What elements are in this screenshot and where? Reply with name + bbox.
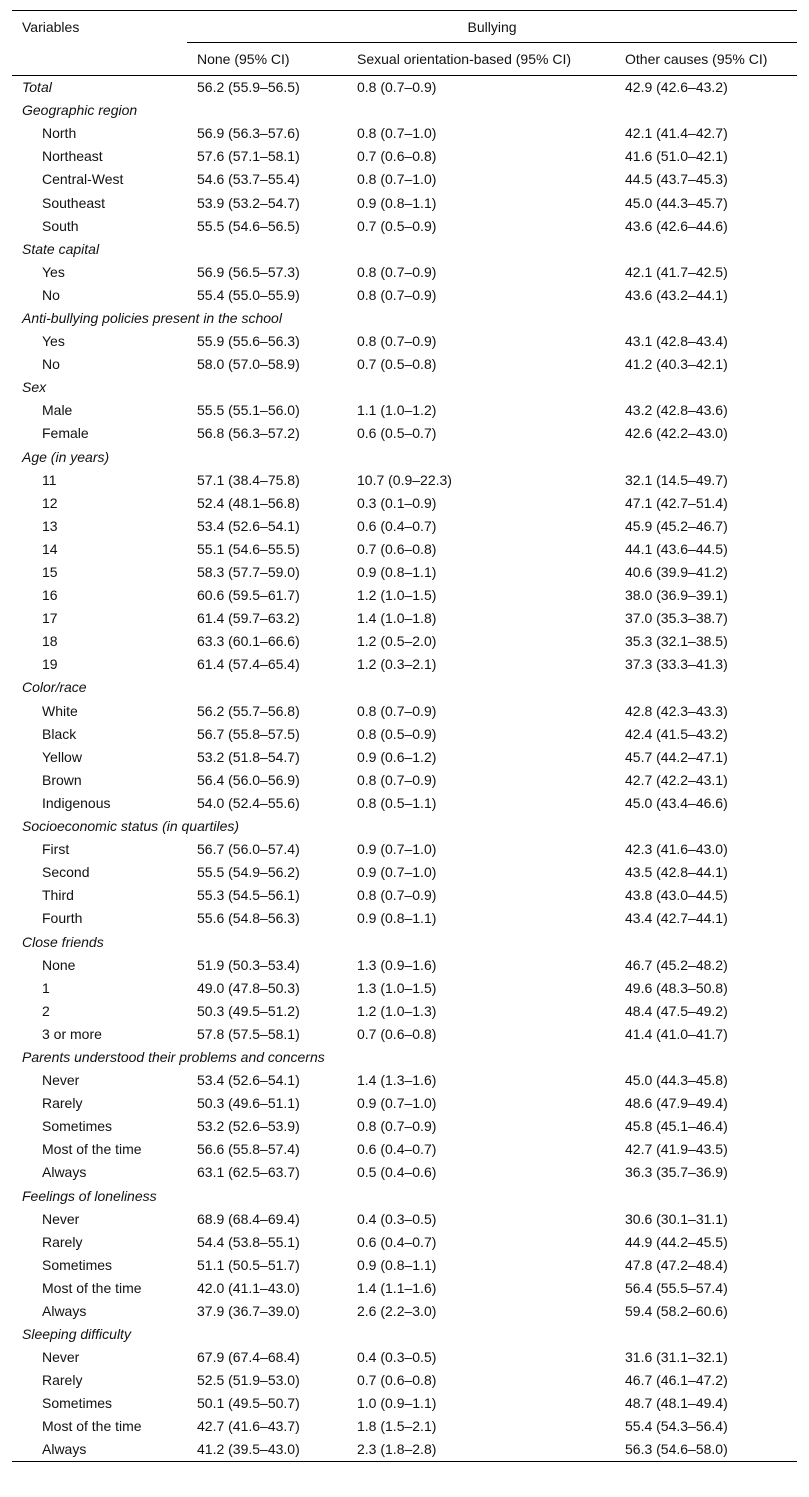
- row-label: Third: [42, 887, 74, 904]
- category-label: Color/race: [22, 679, 87, 696]
- cell-sexual: 0.9 (0.8–1.1): [357, 910, 437, 927]
- cell-none: 54.0 (52.4–55.6): [197, 794, 300, 811]
- empty-cell: [615, 99, 797, 122]
- table-row: [12, 699, 797, 722]
- cell-sexual: 0.8 (0.7–0.9): [357, 771, 437, 788]
- cell-other: 43.4 (42.7–44.1): [625, 910, 728, 927]
- category-row: [12, 815, 797, 838]
- table-row: [12, 791, 797, 814]
- category-row: [12, 676, 797, 699]
- table-row: [12, 907, 797, 930]
- cell-other: 45.7 (44.2–47.1): [625, 748, 728, 765]
- cell-other: 43.2 (42.8–43.6): [625, 402, 728, 419]
- cell-none: 42.0 (41.1–43.0): [197, 1279, 300, 1296]
- cell-other: 42.7 (41.9–43.5): [625, 1141, 728, 1158]
- cell-none: 54.6 (53.7–55.4): [197, 171, 300, 188]
- row-label: 16: [42, 587, 58, 604]
- category-row: [12, 306, 797, 329]
- cell-sexual: 0.8 (0.7–0.9): [357, 333, 437, 350]
- empty-cell: [615, 445, 797, 468]
- cell-sexual: 0.8 (0.7–0.9): [357, 702, 437, 719]
- table-row: [12, 1369, 797, 1392]
- bullying-header: Bullying: [187, 11, 797, 43]
- cell-none: 55.9 (55.6–56.3): [197, 333, 300, 350]
- row-label: Most of the time: [42, 1279, 142, 1296]
- cell-other: 46.7 (45.2–48.2): [625, 956, 728, 973]
- empty-cell: [347, 1323, 615, 1346]
- category-row: [12, 99, 797, 122]
- cell-none: 68.9 (68.4–69.4): [197, 1210, 300, 1227]
- cell-none: 53.4 (52.6–54.1): [197, 517, 300, 534]
- cell-other: 37.3 (33.3–41.3): [625, 656, 728, 673]
- table-row: [12, 1022, 797, 1045]
- table-row: [12, 122, 797, 145]
- row-label: Yes: [42, 333, 65, 350]
- cell-other: 47.1 (42.7–51.4): [625, 494, 728, 511]
- cell-none: 56.8 (56.3–57.2): [197, 425, 300, 442]
- cell-none: 58.0 (57.0–58.9): [197, 356, 300, 373]
- table-row: [12, 353, 797, 376]
- cell-sexual: 0.9 (0.8–1.1): [357, 564, 437, 581]
- table-row: [12, 976, 797, 999]
- cell-none: 56.6 (55.8–57.4): [197, 1141, 300, 1158]
- table-row: [12, 260, 797, 283]
- row-label: 13: [42, 517, 58, 534]
- category-label: Sex: [22, 379, 47, 396]
- cell-none: 53.2 (52.6–53.9): [197, 1118, 300, 1135]
- cell-other: 36.3 (35.7–36.9): [625, 1164, 728, 1181]
- cell-other: 38.0 (36.9–39.1): [625, 587, 728, 604]
- row-label: Second: [42, 864, 90, 881]
- cell-sexual: 0.7 (0.6–0.8): [357, 148, 437, 165]
- table-row: [12, 330, 797, 353]
- cell-other: 59.4 (58.2–60.6): [625, 1303, 728, 1320]
- table-row: [12, 653, 797, 676]
- table-row: [12, 745, 797, 768]
- category-label: Sleeping difficulty: [22, 1326, 131, 1343]
- cell-sexual: 1.3 (0.9–1.6): [357, 956, 437, 973]
- cell-sexual: 10.7 (0.9–22.3): [357, 471, 452, 488]
- row-label: Fourth: [42, 910, 83, 927]
- category-row: [12, 930, 797, 953]
- row-label: Always: [42, 1303, 87, 1320]
- col-other-header: Other causes (95% CI): [615, 43, 797, 76]
- row-label: 3 or more: [42, 1025, 102, 1042]
- cell-sexual: 0.8 (0.7–0.9): [357, 263, 437, 280]
- cell-other: 44.5 (43.7–45.3): [625, 171, 728, 188]
- cell-sexual: 0.9 (0.6–1.2): [357, 748, 437, 765]
- table-row: [12, 1299, 797, 1322]
- table-row: [12, 1069, 797, 1092]
- category-row: [12, 445, 797, 468]
- cell-other: 31.6 (31.1–32.1): [625, 1349, 728, 1366]
- row-label: 1: [42, 979, 50, 996]
- row-label: 11: [42, 471, 57, 488]
- cell-other: 56.4 (55.5–57.4): [625, 1279, 728, 1296]
- cell-other: 37.0 (35.3–38.7): [625, 610, 728, 627]
- cell-other: 49.6 (48.3–50.8): [625, 979, 728, 996]
- cell-sexual: 0.8 (0.7–0.9): [357, 79, 437, 96]
- cell-other: 48.6 (47.9–49.4): [625, 1095, 728, 1112]
- table-row: [12, 1207, 797, 1230]
- cell-sexual: 0.9 (0.7–1.0): [357, 1095, 437, 1112]
- cell-sexual: 0.8 (0.7–1.0): [357, 125, 437, 142]
- cell-none: 51.1 (50.5–51.7): [197, 1256, 300, 1273]
- row-label: Indigenous: [42, 794, 111, 811]
- table-row: [12, 145, 797, 168]
- cell-none: 55.5 (54.6–56.5): [197, 217, 300, 234]
- cell-none: 37.9 (36.7–39.0): [197, 1303, 300, 1320]
- table-row: [12, 1346, 797, 1369]
- cell-none: 53.4 (52.6–54.1): [197, 1072, 300, 1089]
- row-label: Never: [42, 1210, 80, 1227]
- table-row: [12, 838, 797, 861]
- cell-other: 43.5 (42.8–44.1): [625, 864, 728, 881]
- category-label: Socioeconomic status (in quartiles): [22, 818, 240, 835]
- row-label: Sometimes: [42, 1395, 113, 1412]
- cell-other: 42.1 (41.4–42.7): [625, 125, 728, 142]
- row-label: Male: [42, 402, 73, 419]
- cell-other: 45.0 (44.3–45.7): [625, 194, 728, 211]
- empty-cell: [347, 1184, 615, 1207]
- category-label: Age (in years): [22, 448, 110, 465]
- table-row: [12, 514, 797, 537]
- cell-other: 45.8 (45.1–46.4): [625, 1118, 728, 1135]
- cell-other: 41.6 (51.0–42.1): [625, 148, 728, 165]
- cell-none: 63.1 (62.5–63.7): [197, 1164, 300, 1181]
- cell-none: 58.3 (57.7–59.0): [197, 564, 300, 581]
- cell-none: 57.8 (57.5–58.1): [197, 1025, 300, 1042]
- row-label: White: [42, 702, 78, 719]
- cell-sexual: 1.1 (1.0–1.2): [357, 402, 437, 419]
- cell-sexual: 2.6 (2.2–3.0): [357, 1303, 437, 1320]
- table-row: [12, 768, 797, 791]
- row-label: Always: [12, 1438, 187, 1461]
- cell-other: 42.7 (42.2–43.1): [625, 771, 728, 788]
- cell-none: 50.3 (49.5–51.2): [197, 1002, 300, 1019]
- empty-cell: [347, 676, 615, 699]
- empty-cell: [615, 676, 797, 699]
- empty-cell: [347, 237, 615, 260]
- cell-none: 57.1 (38.4–75.8): [197, 471, 300, 488]
- cell-sexual: 1.2 (0.3–2.1): [357, 656, 437, 673]
- table-row: [12, 399, 797, 422]
- cell-sexual: 0.9 (0.8–1.1): [357, 194, 437, 211]
- row-label: First: [42, 841, 70, 858]
- cell-none: 55.4 (55.0–55.9): [197, 286, 300, 303]
- category-label: Total: [22, 79, 52, 96]
- row-label: 18: [42, 633, 58, 650]
- cell-none: 56.2 (55.9–56.5): [197, 79, 300, 96]
- cell-sexual: 0.9 (0.7–1.0): [357, 841, 437, 858]
- variables-header: Variables: [12, 11, 187, 43]
- table-row: [12, 1230, 797, 1253]
- cell-none: 57.6 (57.1–58.1): [197, 148, 300, 165]
- cell-other: 42.9 (42.6–43.2): [625, 79, 728, 96]
- cell-other: 48.7 (48.1–49.4): [625, 1395, 728, 1412]
- cell-none: 56.9 (56.3–57.6): [197, 125, 300, 142]
- table-row: [12, 491, 797, 514]
- table-row: [12, 722, 797, 745]
- row-label: Female: [42, 425, 89, 442]
- cell-other: 45.0 (43.4–46.6): [625, 794, 728, 811]
- cell-sexual: 0.7 (0.5–0.9): [357, 217, 437, 234]
- table-row: [12, 1253, 797, 1276]
- table-row: [12, 1415, 797, 1438]
- row-label: Central-West: [42, 171, 124, 188]
- cell-other: 41.2 (40.3–42.1): [625, 356, 728, 373]
- row-label: North: [42, 125, 77, 142]
- cell-sexual: 0.3 (0.1–0.9): [357, 494, 437, 511]
- empty-cell: [615, 237, 797, 260]
- cell-none: 53.2 (51.8–54.7): [197, 748, 300, 765]
- row-label: Most of the time: [42, 1418, 142, 1435]
- cell-sexual: 0.7 (0.5–0.8): [357, 356, 437, 373]
- category-label: Close friends: [22, 933, 104, 950]
- cell-none: 50.3 (49.6–51.1): [197, 1095, 300, 1112]
- row-label: Yellow: [42, 748, 82, 765]
- empty-cell: [347, 306, 615, 329]
- row-label: Rarely: [42, 1233, 83, 1250]
- cell-other: 56.3 (54.6–58.0): [615, 1438, 797, 1461]
- cell-sexual: 1.8 (1.5–2.1): [357, 1418, 437, 1435]
- cell-sexual: 0.8 (0.7–1.0): [357, 171, 437, 188]
- category-row: [12, 76, 797, 99]
- empty-cell: [347, 815, 615, 838]
- row-label: Brown: [42, 771, 82, 788]
- cell-other: 42.1 (41.7–42.5): [625, 263, 728, 280]
- row-label: 2: [42, 1002, 50, 1019]
- empty-cell: [347, 99, 615, 122]
- table-row: [12, 468, 797, 491]
- cell-none: 56.7 (55.8–57.5): [197, 725, 300, 742]
- cell-other: 55.4 (54.3–56.4): [625, 1418, 728, 1435]
- cell-sexual: 0.8 (0.5–0.9): [357, 725, 437, 742]
- category-label: Anti-bullying policies present in the school: [22, 309, 282, 326]
- empty-cell: [615, 930, 797, 953]
- cell-none: 55.6 (54.8–56.3): [197, 910, 300, 927]
- empty-cell: [615, 376, 797, 399]
- cell-other: 47.8 (47.2–48.4): [625, 1256, 728, 1273]
- table-row: [12, 1276, 797, 1299]
- cell-other: 43.1 (42.8–43.4): [625, 333, 728, 350]
- table-row: [12, 953, 797, 976]
- cell-none: 55.5 (54.9–56.2): [197, 864, 300, 881]
- cell-none: 55.1 (54.6–55.5): [197, 540, 300, 557]
- cell-sexual: 1.2 (1.0–1.5): [357, 587, 437, 604]
- cell-sexual: 1.4 (1.1–1.6): [357, 1279, 437, 1296]
- row-label: 12: [42, 494, 58, 511]
- row-label: Never: [42, 1072, 80, 1089]
- empty-cell: [347, 1045, 615, 1068]
- cell-none: 56.9 (56.5–57.3): [197, 263, 300, 280]
- cell-other: 42.3 (41.6–43.0): [625, 841, 728, 858]
- cell-sexual: 1.0 (0.9–1.1): [357, 1395, 437, 1412]
- row-label: Sometimes: [42, 1118, 113, 1135]
- bullying-table: [12, 10, 797, 1462]
- category-label: Parents understood their problems and concerns: [22, 1048, 325, 1065]
- col-none-header: None (95% CI): [187, 43, 347, 76]
- cell-sexual: 1.3 (1.0–1.5): [357, 979, 437, 996]
- table-row: [12, 1138, 797, 1161]
- category-row: [12, 376, 797, 399]
- cell-sexual: 0.7 (0.6–0.8): [357, 540, 437, 557]
- category-row: [12, 1184, 797, 1207]
- empty-cell: [347, 445, 615, 468]
- empty-cell: [615, 1045, 797, 1068]
- cell-none: 51.9 (50.3–53.4): [197, 956, 300, 973]
- row-label: Southeast: [42, 194, 106, 211]
- cell-other: 35.3 (32.1–38.5): [625, 633, 728, 650]
- row-label: 15: [42, 564, 58, 581]
- cell-other: 45.9 (45.2–46.7): [625, 517, 728, 534]
- cell-other: 46.7 (46.1–47.2): [625, 1372, 728, 1389]
- cell-sexual: 0.9 (0.7–1.0): [357, 864, 437, 881]
- header-spacer: [12, 43, 187, 76]
- table-row: [12, 884, 797, 907]
- cell-sexual: 0.7 (0.6–0.8): [357, 1372, 437, 1389]
- table-row: [12, 1438, 797, 1461]
- table-row: [12, 999, 797, 1022]
- cell-none: 52.4 (48.1–56.8): [197, 494, 300, 511]
- cell-sexual: 0.6 (0.4–0.7): [357, 517, 437, 534]
- cell-sexual: 0.9 (0.8–1.1): [357, 1256, 437, 1273]
- row-label: No: [42, 286, 60, 303]
- row-label: Always: [42, 1164, 87, 1181]
- cell-other: 43.8 (43.0–44.5): [625, 887, 728, 904]
- table-row: [12, 168, 797, 191]
- cell-other: 40.6 (39.9–41.2): [625, 564, 728, 581]
- empty-cell: [347, 376, 615, 399]
- cell-none: 41.2 (39.5–43.0): [187, 1438, 347, 1461]
- table-row: [12, 607, 797, 630]
- table-row: [12, 422, 797, 445]
- cell-sexual: 0.8 (0.7–0.9): [357, 887, 437, 904]
- cell-sexual: 0.5 (0.4–0.6): [357, 1164, 437, 1181]
- table-row: [12, 191, 797, 214]
- table-body: [12, 76, 797, 1462]
- category-label: Geographic region: [22, 102, 138, 119]
- row-label: Rarely: [42, 1095, 83, 1112]
- row-label: Most of the time: [42, 1141, 142, 1158]
- cell-sexual: 1.4 (1.0–1.8): [357, 610, 437, 627]
- cell-other: 30.6 (30.1–31.1): [625, 1210, 728, 1227]
- row-label: 14: [42, 540, 58, 557]
- col-sexual-header: Sexual orientation-based (95% CI): [347, 43, 615, 76]
- cell-other: 43.6 (43.2–44.1): [625, 286, 728, 303]
- cell-sexual: 2.3 (1.8–2.8): [347, 1438, 615, 1461]
- cell-sexual: 0.8 (0.5–1.1): [357, 794, 437, 811]
- cell-sexual: 0.6 (0.4–0.7): [357, 1233, 437, 1250]
- cell-other: 44.1 (43.6–44.5): [625, 540, 728, 557]
- cell-other: 48.4 (47.5–49.2): [625, 1002, 728, 1019]
- cell-sexual: 1.4 (1.3–1.6): [357, 1072, 437, 1089]
- table-row: [12, 1392, 797, 1415]
- cell-sexual: 0.6 (0.4–0.7): [357, 1141, 437, 1158]
- cell-none: 56.2 (55.7–56.8): [197, 702, 300, 719]
- cell-none: 56.7 (56.0–57.4): [197, 841, 300, 858]
- empty-cell: [615, 1184, 797, 1207]
- row-label: 17: [42, 610, 58, 627]
- cell-sexual: 1.2 (0.5–2.0): [357, 633, 437, 650]
- table-row: [12, 1161, 797, 1184]
- cell-sexual: 0.8 (0.7–0.9): [357, 1118, 437, 1135]
- cell-other: 44.9 (44.2–45.5): [625, 1233, 728, 1250]
- cell-sexual: 0.6 (0.5–0.7): [357, 425, 437, 442]
- row-label: South: [42, 217, 79, 234]
- empty-cell: [615, 1323, 797, 1346]
- empty-cell: [615, 306, 797, 329]
- row-label: None: [42, 956, 76, 973]
- empty-cell: [347, 930, 615, 953]
- cell-sexual: 0.4 (0.3–0.5): [357, 1349, 437, 1366]
- cell-none: 63.3 (60.1–66.6): [197, 633, 300, 650]
- row-label: Sometimes: [42, 1256, 113, 1273]
- category-row: [12, 237, 797, 260]
- row-label: Northeast: [42, 148, 103, 165]
- cell-none: 56.4 (56.0–56.9): [197, 771, 300, 788]
- table-row: [12, 214, 797, 237]
- cell-none: 49.0 (47.8–50.3): [197, 979, 300, 996]
- row-label: Never: [42, 1349, 80, 1366]
- cell-none: 61.4 (57.4–65.4): [197, 656, 300, 673]
- cell-other: 45.0 (44.3–45.8): [625, 1072, 728, 1089]
- cell-other: 43.6 (42.6–44.6): [625, 217, 728, 234]
- cell-other: 42.8 (42.3–43.3): [625, 702, 728, 719]
- table-row: [12, 1115, 797, 1138]
- empty-cell: [615, 815, 797, 838]
- cell-none: 52.5 (51.9–53.0): [197, 1372, 300, 1389]
- cell-other: 42.6 (42.2–43.0): [625, 425, 728, 442]
- table-row: [12, 560, 797, 583]
- cell-sexual: 1.2 (1.0–1.3): [357, 1002, 437, 1019]
- table-row: [12, 1092, 797, 1115]
- cell-sexual: 0.8 (0.7–0.9): [357, 286, 437, 303]
- cell-none: 53.9 (53.2–54.7): [197, 194, 300, 211]
- cell-sexual: 0.7 (0.6–0.8): [357, 1025, 437, 1042]
- cell-other: 41.4 (41.0–41.7): [625, 1025, 728, 1042]
- category-label: State capital: [22, 240, 100, 257]
- cell-none: 55.3 (54.5–56.1): [197, 887, 300, 904]
- table-row: [12, 283, 797, 306]
- cell-none: 50.1 (49.5–50.7): [197, 1395, 300, 1412]
- cell-none: 67.9 (67.4–68.4): [197, 1349, 300, 1366]
- row-label: Black: [42, 725, 77, 742]
- table-row: [12, 861, 797, 884]
- cell-other: 42.4 (41.5–43.2): [625, 725, 728, 742]
- table-row: [12, 584, 797, 607]
- category-row: [12, 1045, 797, 1068]
- table-row: [12, 537, 797, 560]
- row-label: No: [42, 356, 60, 373]
- cell-sexual: 0.4 (0.3–0.5): [357, 1210, 437, 1227]
- cell-other: 32.1 (14.5–49.7): [625, 471, 728, 488]
- row-label: Rarely: [42, 1372, 83, 1389]
- cell-none: 42.7 (41.6–43.7): [197, 1418, 300, 1435]
- cell-none: 55.5 (55.1–56.0): [197, 402, 300, 419]
- cell-none: 60.6 (59.5–61.7): [197, 587, 300, 604]
- table-header: [12, 11, 797, 76]
- table-row: [12, 630, 797, 653]
- row-label: 19: [42, 656, 58, 673]
- cell-none: 54.4 (53.8–55.1): [197, 1233, 300, 1250]
- cell-none: 61.4 (59.7–63.2): [197, 610, 300, 627]
- category-label: Feelings of loneliness: [22, 1187, 157, 1204]
- row-label: Yes: [42, 263, 65, 280]
- category-row: [12, 1323, 797, 1346]
